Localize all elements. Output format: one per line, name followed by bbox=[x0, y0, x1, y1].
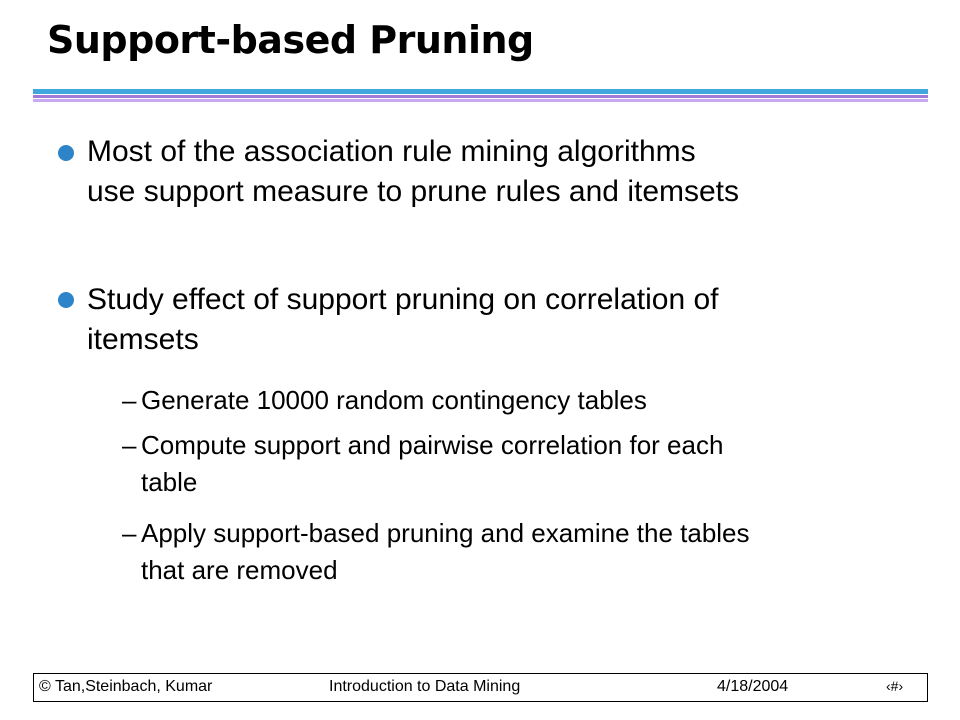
bullet-1-line-2: use support measure to prune rules and itemsets bbox=[87, 175, 740, 208]
bullet-2-line-2: itemsets bbox=[87, 323, 199, 356]
bullet-1-line-1: Most of the association rule mining algorithms bbox=[87, 135, 696, 168]
footer-course: Introduction to Data Mining bbox=[329, 678, 521, 695]
title-divider-blue bbox=[33, 89, 928, 94]
subbullet-1-line-1: Generate 10000 random contingency tables bbox=[141, 385, 647, 415]
dash-icon: – bbox=[122, 430, 137, 460]
subbullet-3-line-1: Apply support-based pruning and examine the tables bbox=[141, 518, 750, 548]
subbullet-2-line-2: table bbox=[141, 467, 198, 497]
bullet-dot-icon bbox=[58, 145, 74, 161]
footer-date: 4/18/2004 bbox=[717, 678, 789, 695]
bullet-2-line-1: Study effect of support pruning on correlation of bbox=[87, 283, 719, 316]
footer-authors: © Tan,Steinbach, Kumar bbox=[39, 678, 213, 695]
slide-title: Support-based Pruning bbox=[47, 18, 534, 62]
title-divider-lavender bbox=[33, 99, 928, 102]
title-divider-purple bbox=[33, 95, 928, 98]
dash-icon: – bbox=[122, 518, 137, 548]
slide-footer bbox=[33, 673, 928, 702]
subbullet-3-line-2: that are removed bbox=[141, 555, 338, 585]
footer-page-number: ‹#› bbox=[886, 678, 904, 694]
dash-icon: – bbox=[122, 385, 137, 415]
subbullet-2-line-1: Compute support and pairwise correlation for each bbox=[141, 430, 724, 460]
bullet-dot-icon bbox=[58, 292, 74, 308]
